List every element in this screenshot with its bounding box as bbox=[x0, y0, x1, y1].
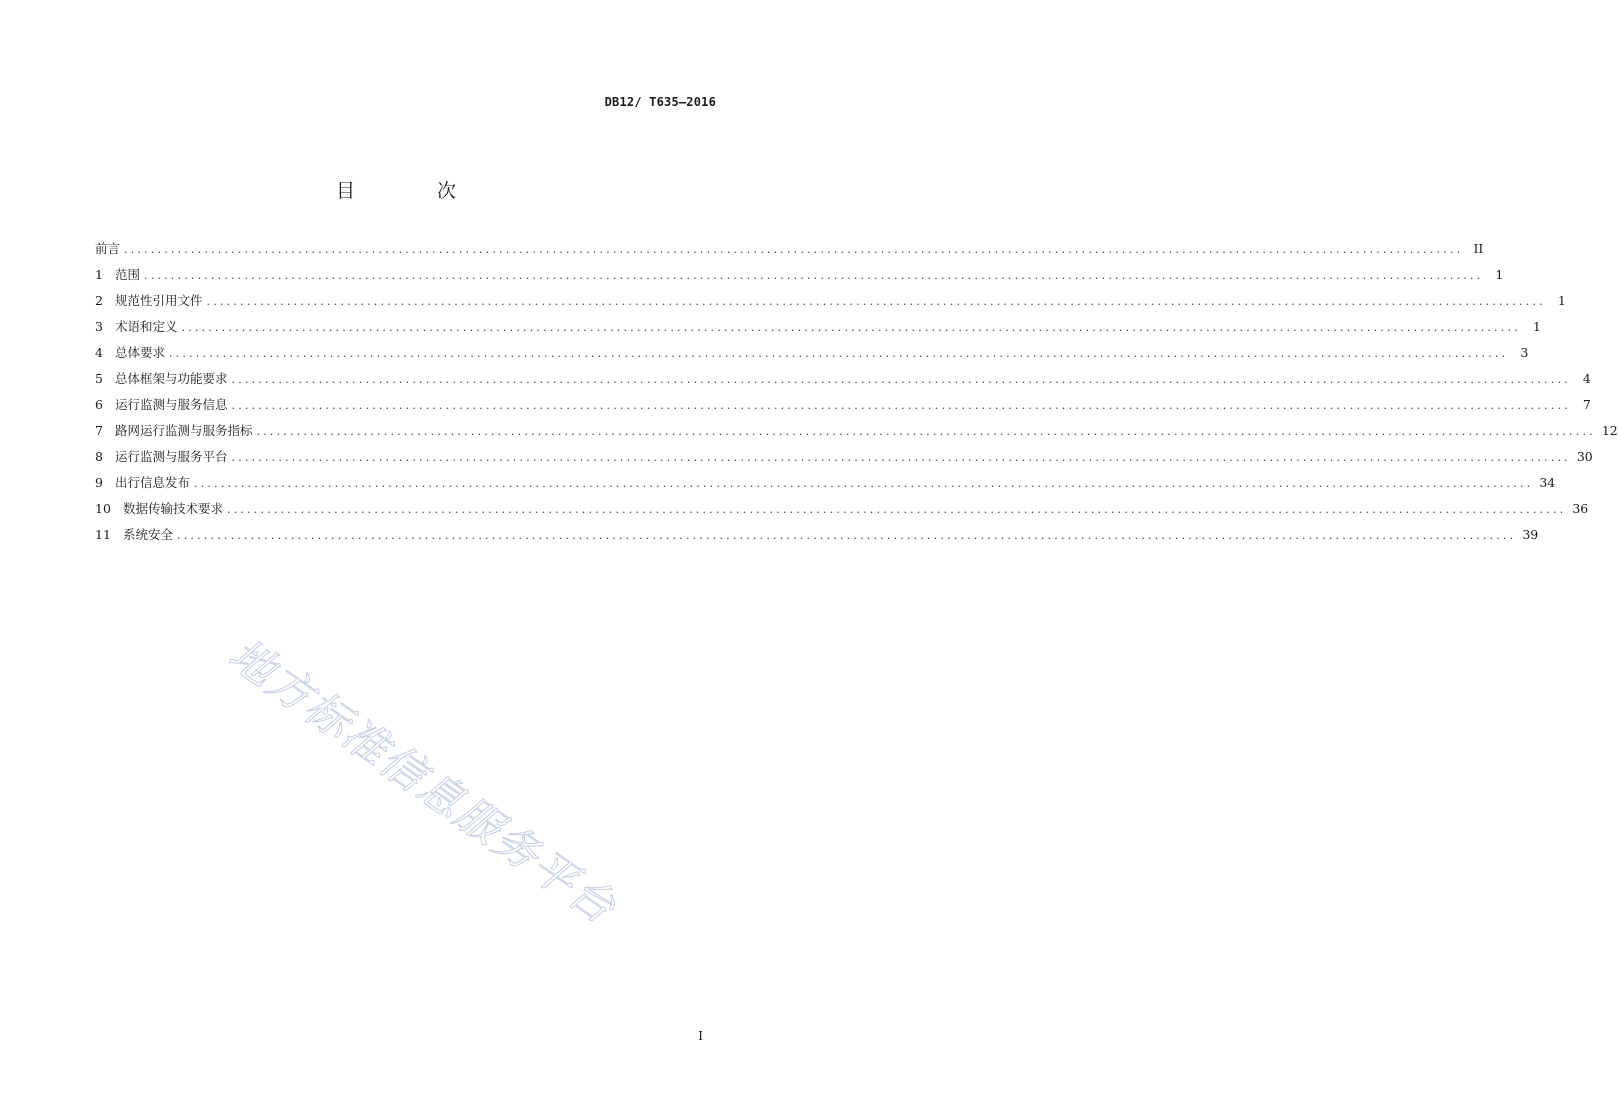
toc-entry-number: 4 bbox=[95, 345, 103, 360]
toc-entry-number: 8 bbox=[95, 449, 103, 464]
toc-entry[interactable] bbox=[95, 366, 1591, 392]
toc-entry-label: 范围 bbox=[115, 267, 141, 282]
toc-entry-label: 总体框架与功能要求 bbox=[115, 371, 228, 386]
toc-entry-number: 9 bbox=[95, 475, 103, 490]
toc-entry-page: 3 bbox=[1520, 345, 1529, 360]
toc-entry-page: II bbox=[1473, 241, 1484, 256]
toc-entry-number: 10 bbox=[95, 501, 111, 516]
toc-entry[interactable] bbox=[95, 444, 1593, 470]
toc-entry-label: 运行监测与服务平台 bbox=[115, 449, 228, 464]
watermark: 地方标准信息服务平台 bbox=[219, 628, 626, 935]
toc-leader-dots: ........................................................................................................................................................................................................ bbox=[124, 243, 1464, 256]
toc-entry-label: 运行监测与服务信息 bbox=[115, 397, 228, 412]
toc-entry-label: 系统安全 bbox=[123, 527, 174, 542]
toc-entry[interactable] bbox=[95, 288, 1566, 314]
toc-entry-page: 7 bbox=[1582, 397, 1591, 412]
toc-entry-page: 39 bbox=[1522, 527, 1539, 542]
toc-leader-dots: ........................................................................................................................................................................................................ bbox=[227, 503, 1567, 516]
toc-entry-page: 12 bbox=[1601, 423, 1618, 438]
toc-entry-number: 11 bbox=[95, 527, 111, 542]
toc-entry-label: 前言 bbox=[95, 241, 121, 256]
toc-entry-page: 36 bbox=[1572, 501, 1589, 516]
toc-entry-number: 5 bbox=[95, 371, 103, 386]
toc-entry-label: 数据传输技术要求 bbox=[123, 501, 224, 516]
toc-entry-page: 30 bbox=[1576, 449, 1593, 464]
toc-entry-label: 术语和定义 bbox=[115, 319, 178, 334]
toc-leader-dots: ........................................................................................................................................................................................................ bbox=[169, 347, 1509, 360]
toc-entry[interactable] bbox=[95, 262, 1504, 288]
toc-entry-number: 6 bbox=[95, 397, 103, 412]
toc-entry-number: 1 bbox=[95, 267, 103, 282]
toc-entry-number: 7 bbox=[95, 423, 103, 438]
toc-leader-dots: ........................................................................................................................................................................................................ bbox=[177, 529, 1517, 542]
toc-leader-dots: ........................................................................................................................................................................................................ bbox=[231, 399, 1571, 412]
toc-leader-dots: ........................................................................................................................................................................................................ bbox=[144, 269, 1484, 282]
toc-leader-dots: ........................................................................................................................................................................................................ bbox=[194, 477, 1534, 490]
toc-entry-page: 34 bbox=[1539, 475, 1556, 490]
toc-entry-page: 1 bbox=[1495, 267, 1504, 282]
toc-leader-dots: ........................................................................................................................................................................................................ bbox=[181, 321, 1521, 334]
toc-entry-label: 路网运行监测与服务指标 bbox=[115, 423, 253, 438]
toc-entry-page: 1 bbox=[1557, 293, 1566, 308]
toc-entry-label: 规范性引用文件 bbox=[115, 293, 203, 308]
toc-leader-dots: ........................................................................................................................................................................................................ bbox=[206, 295, 1546, 308]
toc-entry-page: 4 bbox=[1582, 371, 1591, 386]
toc-entry-number: 3 bbox=[95, 319, 103, 334]
toc-entry[interactable] bbox=[95, 470, 1556, 496]
toc-entry[interactable] bbox=[95, 236, 1484, 262]
page-number: I bbox=[698, 1029, 703, 1043]
toc-entry-number: 2 bbox=[95, 293, 103, 308]
toc-entry[interactable] bbox=[95, 340, 1529, 366]
toc-entry[interactable] bbox=[95, 314, 1541, 340]
toc-entry[interactable] bbox=[95, 496, 1589, 522]
toc-title: 目 次 bbox=[335, 180, 495, 202]
toc-leader-dots: ........................................................................................................................................................................................................ bbox=[231, 373, 1571, 386]
table-of-contents bbox=[95, 236, 1618, 548]
toc-entry[interactable] bbox=[95, 392, 1591, 418]
toc-entry-label: 总体要求 bbox=[115, 345, 166, 360]
document-code: DB12/ T635—2016 bbox=[604, 95, 716, 109]
toc-leader-dots: ........................................................................................................................................................................................................ bbox=[231, 451, 1571, 464]
toc-leader-dots: ........................................................................................................................................................................................................ bbox=[256, 425, 1596, 438]
toc-entry[interactable] bbox=[95, 522, 1539, 548]
toc-entry[interactable] bbox=[95, 418, 1618, 444]
toc-entry-label: 出行信息发布 bbox=[115, 475, 191, 490]
toc-entry-page: 1 bbox=[1532, 319, 1541, 334]
